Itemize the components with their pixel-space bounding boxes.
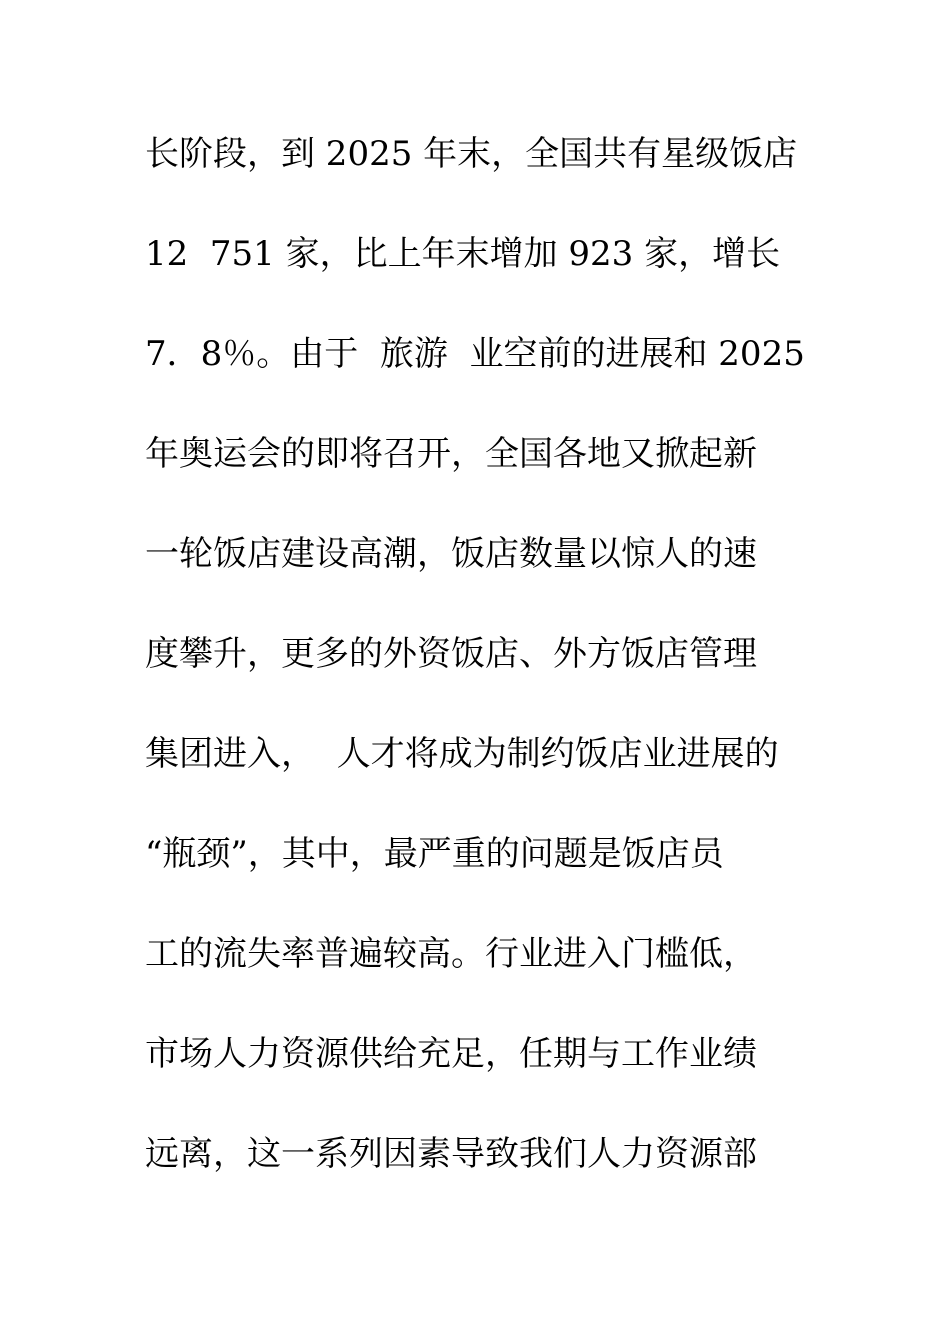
text-line-9: 工的流失率普遍较高。行业进入门槛低， [145, 934, 757, 974]
text-line-8: “瓶颈”，其中，最严重的问题是饭店员 [145, 834, 724, 874]
text-line-4: 年奥运会的即将召开，全国各地又掀起新 [145, 434, 757, 474]
text-line-5: 一轮饭店建设高潮，饭店数量以惊人的速 [145, 534, 757, 574]
text-line-6: 度攀升，更多的外资饭店、外方饭店管理 [145, 634, 757, 674]
text-line-10: 市场人力资源供给充足，任期与工作业绩 [145, 1034, 757, 1074]
text-line-3: 7．8％。由于 旅游 业空前的进展和 2025 [145, 334, 805, 374]
body-text [145, 125, 825, 1225]
text-line-1: 长阶段，到 2025 年末，全国共有星级饭店 [145, 134, 798, 174]
text-line-11: 远离，这一系列因素导致我们人力资源部 [145, 1134, 757, 1174]
text-line-2: 12 751 家，比上年末增加 923 家，增长 [145, 234, 781, 274]
text-line-7: 集团进入， 人才将成为制约饭店业进展的 [145, 734, 779, 774]
